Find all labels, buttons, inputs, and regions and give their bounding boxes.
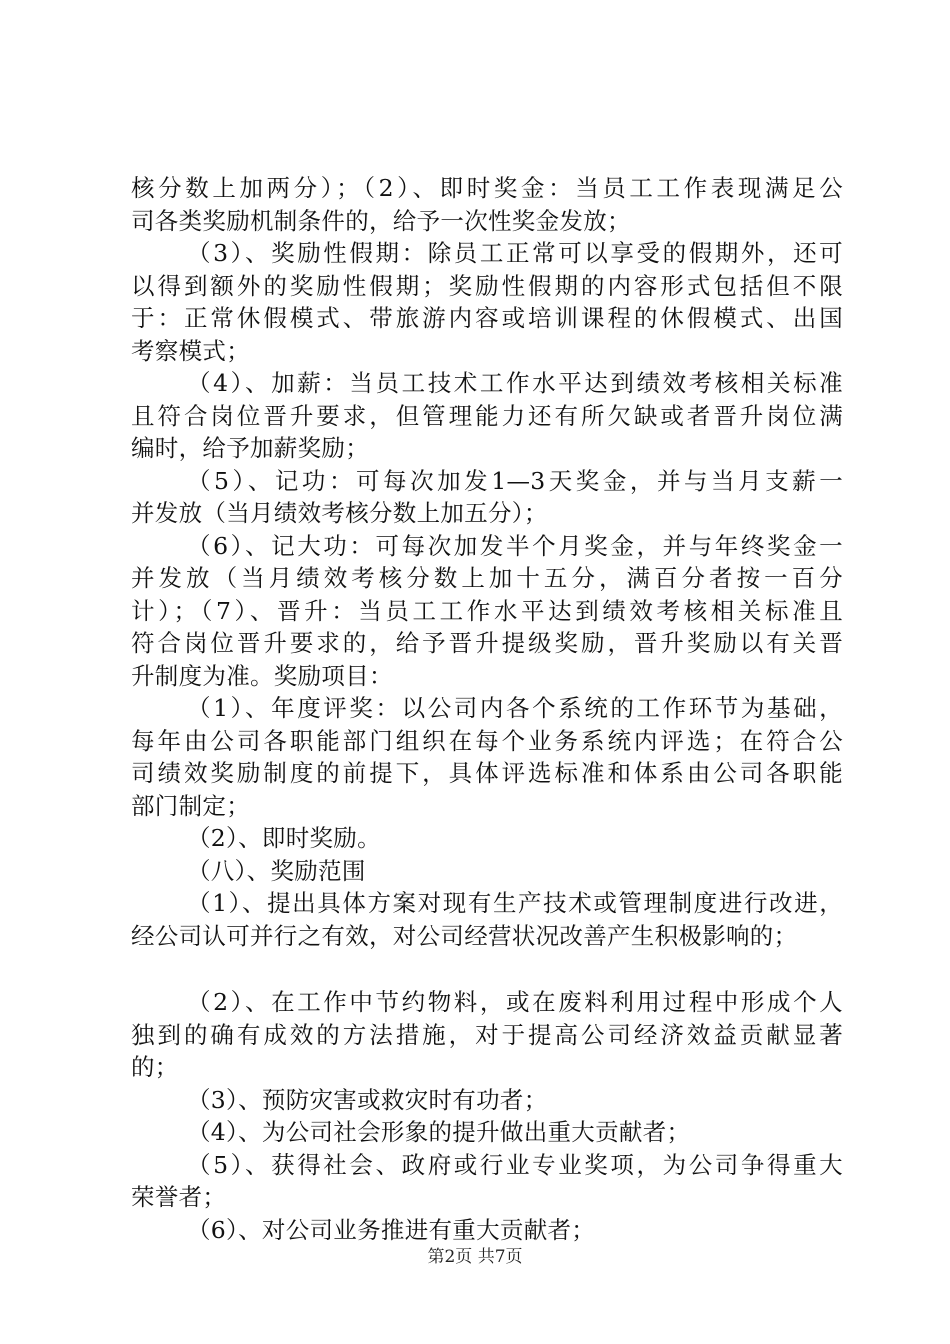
text-line: （2）、即时奖励。 — [187, 824, 381, 852]
text-line: 并发放（当月绩效考核分数上加十五分，满百分者按一百分 — [131, 564, 843, 592]
text-line: （6）、记大功：可每次加发半个月奖金，并与年终奖金一 — [187, 531, 843, 560]
page-number-label: 第2页 共7页 — [427, 1247, 523, 1267]
text-line: 核分数上加两分）；（2）、即时奖金：当员工工作表现满足公 — [131, 174, 843, 202]
text-line: 考察模式； — [131, 336, 250, 365]
text-line: 荣誉者； — [131, 1183, 227, 1211]
text-line: （4）、加薪：当员工技术工作水平达到绩效考核相关标准 — [187, 369, 843, 397]
text-line: 司各类奖励机制条件的，给予一次性奖金发放； — [131, 206, 631, 235]
text-line: （1）、提出具体方案对现有生产技术或管理制度进行改进， — [187, 889, 843, 917]
text-line: 司绩效奖励制度的前提下，具体评选标准和体系由公司各职能 — [131, 759, 843, 787]
text-line: 部门制定； — [131, 791, 250, 820]
text-line: （5）、记功：可每次加发1—3天奖金，并与当月支薪一 — [187, 466, 843, 495]
text-line: 且符合岗位晋升要求，但管理能力还有所欠缺或者晋升岗位满 — [131, 401, 843, 430]
text-line: 以得到额外的奖励性假期；奖励性假期的内容形式包括但不限 — [131, 271, 843, 300]
text-line: （3）、预防灾害或救灾时有功者； — [187, 1085, 548, 1114]
text-line: 符合岗位晋升要求的，给予晋升提级奖励，晋升奖励以有关晋 — [131, 629, 843, 657]
text-line: 的； — [131, 1053, 179, 1081]
text-line: 每年由公司各职能部门组织在每个业务系统内评选；在符合公 — [131, 726, 843, 755]
text-line: 计）；（7）、晋升：当员工工作水平达到绩效考核相关标准且 — [131, 596, 843, 625]
text-line: （2）、在工作中节约物料，或在废料利用过程中形成个人 — [187, 988, 843, 1016]
text-line: （1）、年度评奖：以公司内各个系统的工作环节为基础， — [187, 694, 843, 722]
text-line: 于：正常休假模式、带旅游内容或培训课程的休假模式、出国 — [131, 304, 843, 332]
text-line: 编时，给予加薪奖励； — [131, 434, 369, 462]
section-heading: （八）、奖励范围 — [187, 856, 366, 885]
text-line: 独到的确有成效的方法措施，对于提高公司经济效益贡献显著 — [131, 1020, 843, 1049]
text-line: （6）、对公司业务推进有重大贡献者； — [187, 1215, 596, 1244]
text-line: （4）、为公司社会形象的提升做出重大贡献者； — [187, 1118, 691, 1146]
text-line: 升制度为准。奖励项目： — [131, 661, 393, 690]
text-line: 并发放（当月绩效考核分数上加五分）； — [131, 499, 548, 527]
text-line: （5）、获得社会、政府或行业专业奖项，为公司争得重大 — [187, 1150, 843, 1179]
page-footer — [0, 1242, 950, 1267]
document-body — [131, 172, 843, 1246]
text-line: （3）、奖励性假期：除员工正常可以享受的假期外，还可 — [187, 239, 843, 267]
text-line: 经公司认可并行之有效，对公司经营状况改善产生积极影响的； — [131, 921, 798, 950]
